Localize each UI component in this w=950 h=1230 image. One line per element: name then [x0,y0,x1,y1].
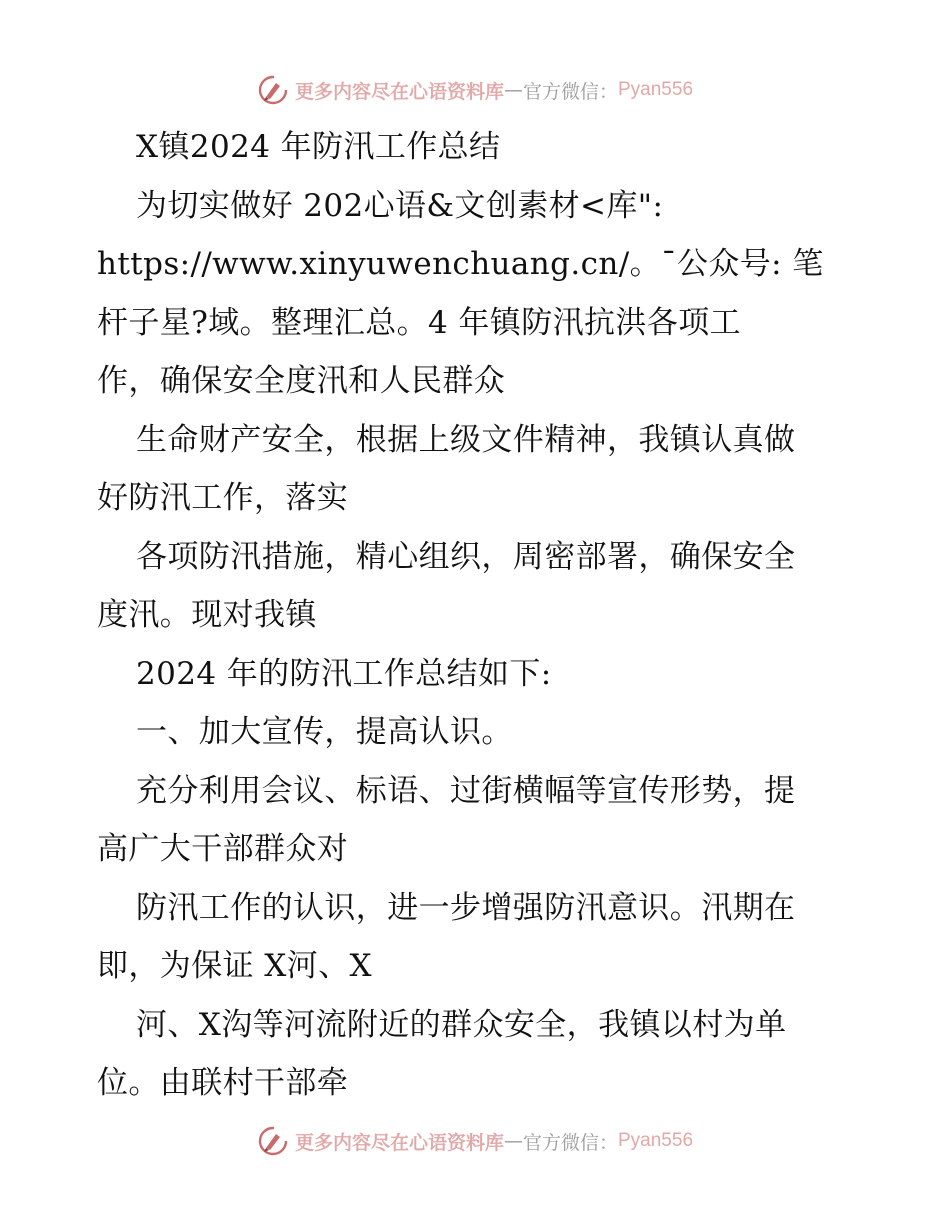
text-line: 河、X沟等河流附近的群众安全，我镇以村为单 [136,1006,787,1043]
text-line: 2024 年的防汛工作总结如下: [136,655,552,692]
watermark-wechat-id: Pyan556 [618,1130,694,1151]
watermark-separator: — [503,1130,523,1152]
document-title: X镇2024 年防汛工作总结 [136,129,501,165]
text-line: 生命财产安全，根据上级文件精神，我镇认真做 [136,421,796,458]
text-line: https://www.xinyuwenchuang.cn/。¯公众号: 笔 [97,246,824,282]
text-line: 防汛工作的认识，进一步增强防汛意识。汛期在 [136,889,796,926]
watermark-text: 更多内容尽在心语资料库 [294,80,504,103]
watermark-wechat-label: 官方微信： [522,1131,618,1154]
pen-nib-logo-icon [257,1125,289,1157]
text-line: 为切实做好 202心语&文创素材<库": [136,187,664,224]
text-line: 度汛。现对我镇 [97,597,317,633]
text-line: 位。由联村干部牵 [97,1065,349,1101]
watermark-wechat-label: 官方微信： [522,80,618,103]
footer-watermark [0,1121,950,1161]
header-watermark [0,70,950,110]
text-line: 高广大干部群众对 [97,831,349,867]
watermark-text: 更多内容尽在心语资料库 [294,1131,504,1154]
text-line: 作，确保安全度汛和人民群众 [97,363,506,399]
text-line: 好防汛工作，落实 [97,480,349,516]
text-line: 充分利用会议、标语、过街横幅等宣传形势，提 [136,772,796,809]
text-line: 各项防汛措施，精心组织，周密部署，确保安全 [136,538,796,575]
watermark-wechat-id: Pyan556 [618,79,694,100]
pen-nib-logo-icon [257,74,289,106]
text-line: 杆子星?域。整理汇总。4 年镇防汛抗洪各项工 [97,304,741,341]
text-line: 即，为保证 X河、X [97,948,372,984]
document-body [97,118,857,1113]
section-heading: 一、加大宣传，提高认识。 [136,714,513,750]
watermark-separator: — [503,79,523,101]
